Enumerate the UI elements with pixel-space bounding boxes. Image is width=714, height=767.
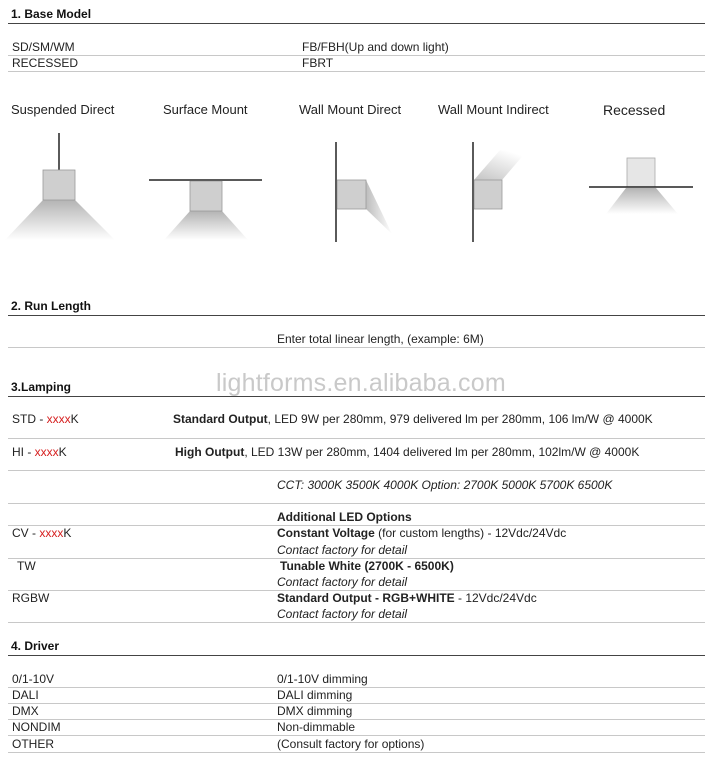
lamping-code-cv: CV - xxxxK	[12, 526, 72, 540]
base-model-code: SD/SM/WM	[12, 40, 75, 54]
variable-cct: xxxx	[39, 526, 64, 540]
run-length-instruction: Enter total linear length, (example: 6M)	[277, 332, 484, 346]
lamping-code-tw: TW	[17, 559, 36, 573]
cct-options: CCT: 3000K 3500K 4000K Option: 2700K 5000K 5700K 6500K	[277, 478, 613, 492]
section-title-base-model: 1. Base Model	[11, 7, 92, 21]
driver-code: DALI	[12, 688, 39, 702]
section-title-driver: 4. Driver	[11, 639, 60, 653]
base-model-desc: FB/FBH(Up and down light)	[302, 40, 449, 54]
lamping-code-std: STD - xxxxK	[12, 412, 79, 426]
additional-led-options-title: Additional LED Options	[277, 510, 412, 524]
recessed-illustration	[589, 158, 693, 214]
section-divider	[8, 315, 705, 316]
wall-mount-indirect-illustration	[473, 142, 526, 242]
row-divider	[8, 438, 705, 439]
row-divider	[8, 503, 705, 504]
row-divider	[8, 687, 705, 688]
surface-mount-illustration	[149, 180, 262, 240]
driver-desc: 0/1-10V dimming	[277, 672, 368, 686]
mount-label-surface-mount: Surface Mount	[163, 102, 248, 117]
row-divider	[8, 752, 705, 753]
variable-cct: xxxx	[34, 445, 59, 459]
lamping-note-rgbw: Contact factory for detail	[277, 607, 408, 621]
row-divider	[8, 347, 705, 348]
lamping-code-rgbw: RGBW	[12, 591, 50, 605]
driver-desc: DMX dimming	[277, 704, 353, 718]
driver-code: OTHER	[12, 737, 54, 751]
lamping-desc-tw: Tunable White (2700K - 6500K)	[280, 559, 454, 573]
base-model-code: RECESSED	[12, 56, 79, 70]
lamping-desc-std: Standard Output, LED 9W per 280mm, 979 delivered lm per 280mm, 106 lm/W @ 4000K	[173, 412, 653, 426]
mount-illustrations	[0, 0, 714, 260]
row-divider	[8, 703, 705, 704]
row-divider	[8, 622, 705, 623]
lamping-desc-cv: Constant Voltage (for custom lengths) - 12Vdc/24Vdc	[277, 526, 567, 540]
driver-desc: Non-dimmable	[277, 720, 356, 734]
mount-label-recessed: Recessed	[603, 102, 666, 118]
row-divider	[8, 735, 705, 736]
mount-label-wall-mount-indirect: Wall Mount Indirect	[438, 102, 549, 117]
variable-cct: xxxx	[46, 412, 71, 426]
base-model-desc: FBRT	[302, 56, 334, 70]
driver-code: 0/1-10V	[12, 672, 55, 686]
driver-desc: DALI dimming	[277, 688, 353, 702]
row-divider	[8, 719, 705, 720]
watermark: lightforms.en.alibaba.com	[216, 369, 506, 397]
section-divider	[8, 655, 705, 656]
mount-label-suspended-direct: Suspended Direct	[11, 102, 115, 117]
lamping-note-tw: Contact factory for detail	[277, 575, 408, 589]
lamping-note-cv: Contact factory for detail	[277, 543, 408, 557]
wall-mount-direct-illustration	[336, 142, 392, 242]
row-divider	[8, 470, 705, 471]
section-title-run-length: 2. Run Length	[11, 299, 91, 313]
driver-code: DMX	[12, 704, 39, 718]
mount-label-wall-mount-direct: Wall Mount Direct	[299, 102, 402, 117]
lamping-desc-rgbw: Standard Output - RGB+WHITE - 12Vdc/24Vdc	[277, 591, 537, 605]
driver-desc: (Consult factory for options)	[277, 737, 425, 751]
lamping-code-hi: HI - xxxxK	[12, 445, 67, 459]
section-title-lamping: 3.Lamping	[11, 380, 72, 394]
driver-code: NONDIM	[12, 720, 61, 734]
section-divider	[8, 396, 705, 397]
lamping-desc-hi: High Output, LED 13W per 280mm, 1404 delivered lm per 280mm, 102lm/W @ 4000K	[175, 445, 640, 459]
suspended-direct-illustration	[5, 133, 115, 240]
